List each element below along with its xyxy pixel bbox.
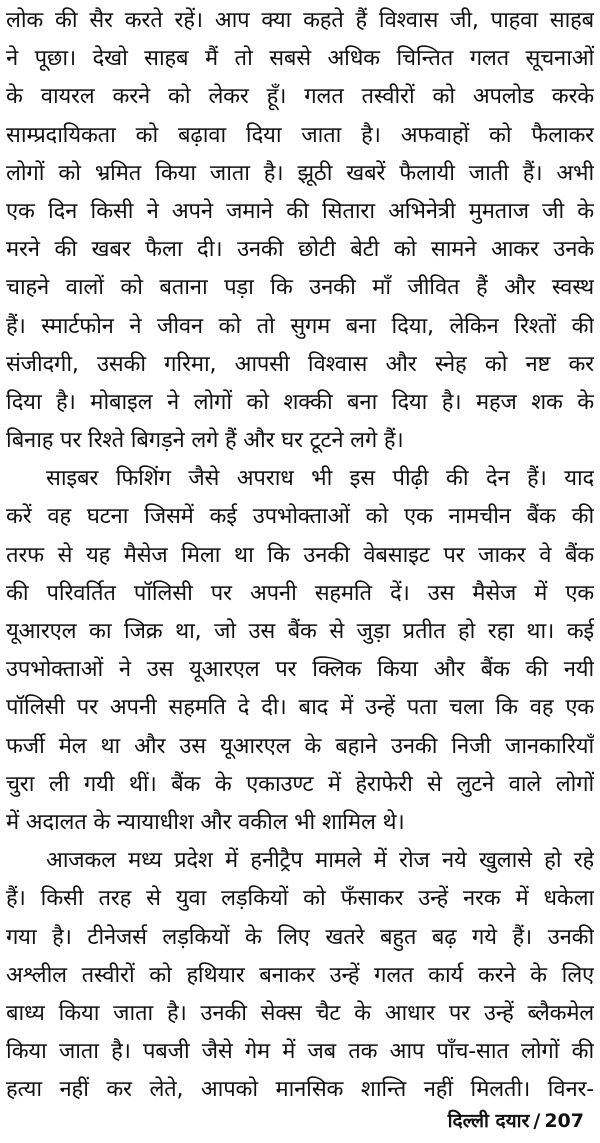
text-line: एक दिन किसी ने अपने जमाने की सितारा अभिनेत्री मुमताज जी के (6, 198, 594, 224)
text-line: उपभोक्ताओं ने उस यूआरएल पर क्लिक किया और बैंक की नयी (6, 657, 594, 683)
text-line: बाध्य किया जाता है। उनकी सेक्स चैट के आधार पर उन्हें ब्लैकमेल (6, 1000, 594, 1026)
text-line: फर्जी मेल था और उस यूआरएल के बहाने उनकी निजी जानकारियाँ (6, 733, 594, 759)
text-line: करें वह घटना जिसमें कई उपभोक्ताओं को एक नामचीन बैंक की (6, 504, 594, 530)
text-line: में अदालत के न्यायाधीश और वकील भी शामिल थे। (6, 809, 405, 835)
footer-separator: / (533, 1110, 541, 1132)
text-line: अश्लील तस्वीरों को हथियार बनाकर उन्हें गलत कार्य करने के लिए (6, 962, 594, 988)
book-page (6, 2, 594, 1141)
text-line: की परिवर्तित पॉलिसी पर अपनी सहमति दें। उस मैसेज में एक (6, 580, 594, 606)
text-line: मरने की खबर फैला दी। उनकी छोटी बेटी को सामने आकर उनके (6, 237, 594, 263)
text-line: हैं। किसी तरह से युवा लड़कियों को फँसाकर उन्हें नरक में धकेला (6, 886, 594, 912)
text-line: के वायरल करने को लेकर हूँ। गलत तस्वीरों को अपलोड करके (6, 84, 594, 110)
text-line: दिया है। मोबाइल ने लोगों को शक्की बना दिया है। महज शक के (6, 389, 594, 415)
text-line: लोक की सैर करते रहें। आप क्या कहते हैं विश्वास जी, पाहवा साहब (6, 8, 594, 33)
text-line: चाहने वालों को बताना पड़ा कि उनकी माँ जीवित हैं और स्वस्थ (6, 275, 594, 301)
text-line: यूआरएल का जिक्र था, जो उस बैंक से जुड़ा प्रतीत हो रहा था। कई (6, 619, 594, 644)
text-line: तरफ से यह मैसेज मिला था कि उनकी वेबसाइट पर जाकर वे बैंक (6, 542, 594, 568)
text-line: गया है। टीनेजर्स लड़कियों के लिए खतरे बहुत बढ़ गये हैं। उनकी (6, 924, 594, 950)
page-number: 207 (544, 1110, 584, 1132)
text-line: साम्प्रदायिकता को बढ़ावा दिया जाता है। अफवाहों को फैलाकर (6, 122, 594, 148)
book-title: दिल्ली दयार (447, 1110, 530, 1132)
page-footer (448, 1107, 584, 1135)
text-line: हैं। स्मार्टफोन ने जीवन को तो सुगम बना दिया, लेकिन रिश्तों की (6, 313, 594, 339)
text-line: बिनाह पर रिश्ते बिगड़ने लगे हैं और घर टूटने लगे हैं। (6, 428, 404, 454)
paragraph-2 (6, 460, 594, 842)
text-line: ने पूछा। देखो साहब मैं तो सबसे अधिक चिन्तित गलत सूचनाओं (6, 46, 594, 72)
paragraph-3 (6, 842, 594, 1109)
text-line: आजकल मध्य प्रदेश में हनीट्रैप मामले में रोज नये खुलासे हो रहे (46, 848, 594, 874)
text-line: किया जाता है। पबजी जैसे गेम में जब तक आप पाँच-सात लोगों की (6, 1039, 594, 1065)
text-line: लोगों को भ्रमित किया जाता है। झूठी खबरें फैलायी जाती हैं। अभी (6, 160, 594, 186)
text-line: हत्या नहीं कर लेते, आपको मानसिक शान्ति नहीं मिलती। विनर- (6, 1077, 594, 1103)
text-line: पॉलिसी पर अपनी सहमति दे दी। बाद में उन्हें पता चला कि वह एक (6, 695, 594, 721)
text-line: साइबर फिशिंग जैसे अपराध भी इस पीढ़ी की देन हैं। याद (46, 466, 594, 492)
paragraph-1 (6, 2, 594, 460)
text-line: संजीदगी, उसकी गरिमा, आपसी विश्वास और स्नेह को नष्ट कर (6, 351, 594, 377)
text-line: चुरा ली गयी थीं। बैंक के एकाउण्ट में हेराफेरी से लुटने वाले लोगों (6, 771, 594, 797)
